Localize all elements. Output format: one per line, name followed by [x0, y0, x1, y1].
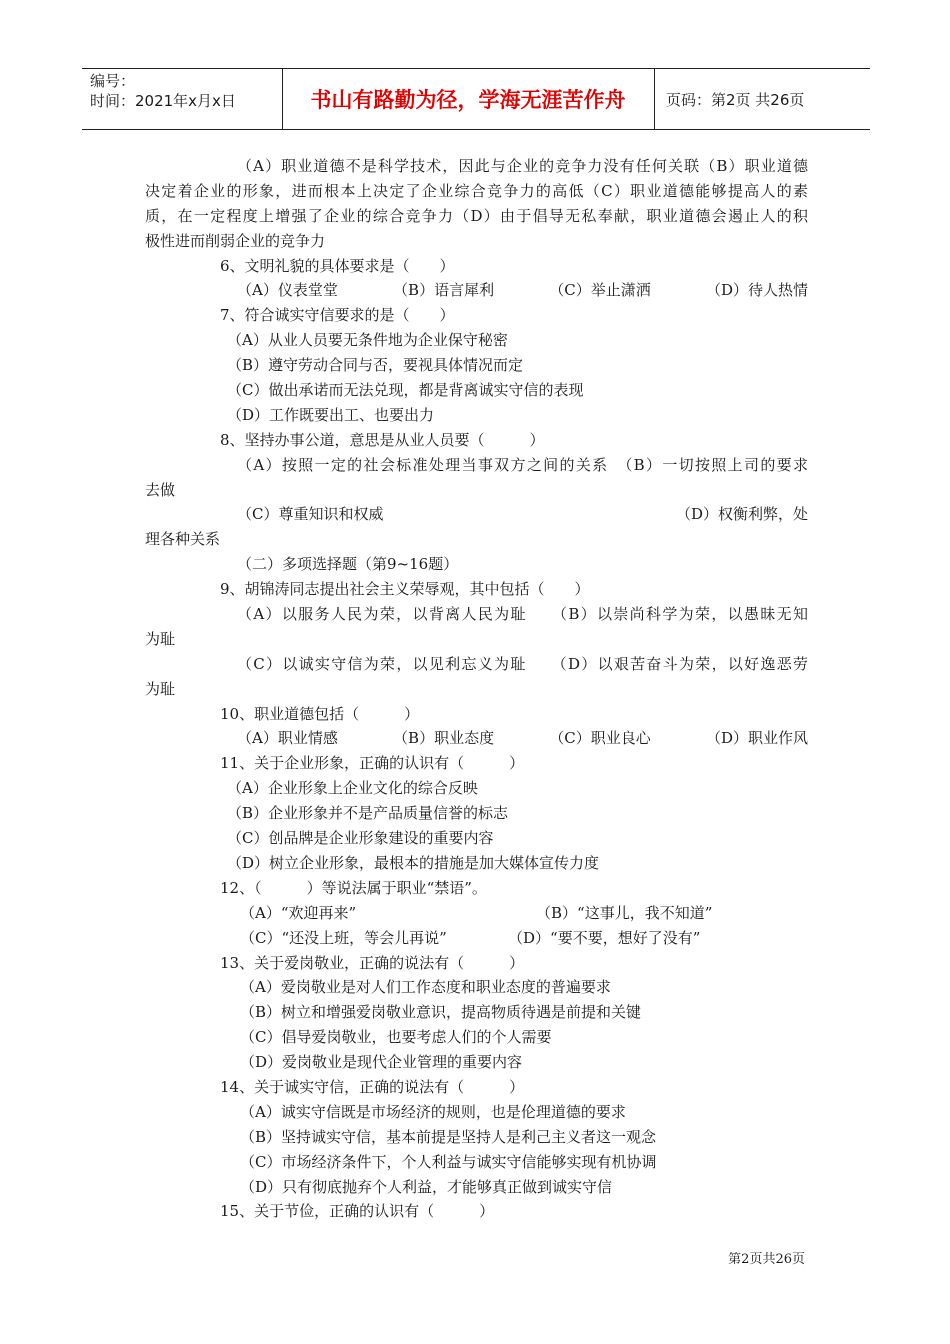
page-footer: 第2页共26页 — [728, 1252, 805, 1267]
q8-option-c: （C）尊重知识和权威 — [237, 505, 384, 524]
q12-option-d: （D）“要不要，想好了没有” — [508, 928, 701, 947]
number-label: 编号： — [90, 72, 136, 90]
q9-options-line: （C）以诚实守信为荣，以见利忘义为耻 （D）以艰苦奋斗为荣，以好逸恶劳 — [237, 654, 808, 673]
q14-option-b: （B）坚持诚实守信，基本前提是坚持人是利己主义者这一观念 — [240, 1127, 657, 1146]
header-meta — [90, 71, 280, 111]
q6-option-b: （B）语言犀利 — [393, 281, 495, 300]
date-line: 时间：2021年x月x日 — [90, 92, 236, 110]
header-motto: 书山有路勤为径，学海无涯苦作舟 — [310, 88, 626, 112]
q10-stem: 10、职业道德包括（ ） — [220, 704, 420, 723]
q6-stem: 6、文明礼貌的具体要求是（ ） — [220, 256, 455, 275]
q11-option-c: （C）创品牌是企业形象建设的重要内容 — [227, 829, 494, 848]
q8-stem: 8、坚持办事公道，意思是从业人员要（ ） — [220, 430, 545, 449]
document-body — [145, 154, 808, 1224]
q8-options-line: 理各种关系 — [145, 530, 221, 549]
header-divider — [654, 69, 655, 129]
q12-options-line — [145, 926, 808, 951]
q7-option-d: （D）工作既要出工、也要出力 — [227, 405, 435, 424]
q13-option-d: （D）爱岗敬业是现代企业管理的重要内容 — [240, 1053, 523, 1072]
q12-option-a: （A）“欢迎再来” — [240, 903, 357, 922]
q10-option-a: （A）职业情感 — [237, 729, 338, 748]
q6-options — [145, 278, 808, 303]
q13-option-c: （C）倡导爱岗敬业，也要考虑人们的个人需要 — [240, 1028, 552, 1047]
q6-option-d: （D）待人热情 — [705, 281, 808, 300]
q11-option-d: （D）树立企业形象，最根本的措施是加大媒体宣传力度 — [227, 853, 600, 872]
q8-options-line: 去做 — [145, 480, 176, 499]
q12-options-line — [145, 901, 808, 926]
q7-option-a: （A）从业人员要无条件地为企业保守秘密 — [227, 331, 508, 350]
q12-option-b: （B）“这事儿，我不知道” — [536, 903, 713, 922]
section-title: （二）多项选择题（第9~16题） — [237, 555, 459, 574]
q14-option-a: （A）诚实守信既是市场经济的规则，也是伦理道德的要求 — [240, 1102, 626, 1121]
q10-option-d: （D）职业作风 — [705, 729, 808, 748]
document-header — [82, 68, 870, 130]
q5-option-line: 质，在一定程度上增强了企业的综合竞争力（D）由于倡导无私奉献，职业道德会遏止人的积 — [145, 206, 808, 225]
q11-option-b: （B）企业形象并不是产品质量信誉的标志 — [227, 804, 509, 823]
q11-stem: 11、关于企业形象，正确的认识有（ ） — [220, 754, 525, 773]
q5-option-line: 极性进而削弱企业的竞争力 — [145, 231, 326, 250]
q8-options-line — [145, 502, 808, 527]
q9-stem: 9、胡锦涛同志提出社会主义荣辱观，其中包括（ ） — [220, 580, 590, 599]
q15-stem: 15、关于节俭，正确的认识有（ ） — [220, 1202, 495, 1221]
header-page-info: 页码：第2页 共26页 — [666, 90, 805, 109]
q8-option-d: （D）权衡利弊，处 — [675, 505, 808, 524]
q9-options-line: 为耻 — [145, 679, 176, 698]
q12-stem: 12、（ ）等说法属于职业“禁语”。 — [220, 878, 487, 897]
q14-option-c: （C）市场经济条件下，个人利益与诚实守信能够实现有机协调 — [240, 1152, 657, 1171]
q5-option-line: （A）职业道德不是科学技术，因此与企业的竞争力没有任何关联（B）职业道德 — [237, 157, 808, 175]
q13-option-b: （B）树立和增强爱岗敬业意识，提高物质待遇是前提和关键 — [240, 1003, 642, 1022]
q5-option-line: 决定着企业的形象，进而根本上决定了企业综合竞争力的高低（C）职业道德能够提高人的素 — [145, 181, 808, 200]
q10-options — [145, 726, 808, 751]
q6-option-a: （A）仪表堂堂 — [237, 281, 338, 300]
q13-option-a: （A）爱岗敬业是对人们工作态度和职业态度的普遍要求 — [240, 978, 611, 997]
q9-options-line: （A）以服务人民为荣，以背离人民为耻 （B）以崇尚科学为荣，以愚昧无知 — [237, 605, 808, 624]
q10-option-b: （B）职业态度 — [393, 729, 495, 748]
q11-option-a: （A）企业形象上企业文化的综合反映 — [227, 779, 478, 798]
q7-stem: 7、符合诚实守信要求的是（ ） — [220, 306, 455, 325]
q9-options-line: 为耻 — [145, 629, 176, 648]
q10-option-c: （C）职业良心 — [549, 729, 651, 748]
q14-stem: 14、关于诚实守信，正确的说法有（ ） — [220, 1077, 525, 1096]
q8-options-line: （A）按照一定的社会标准处理当事双方之间的关系 （B）一切按照上司的要求 — [237, 455, 808, 474]
q7-option-b: （B）遵守劳动合同与否，要视具体情况而定 — [227, 356, 524, 375]
q13-stem: 13、关于爱岗敬业，正确的说法有（ ） — [220, 953, 525, 972]
q6-option-c: （C）举止潇洒 — [549, 281, 651, 300]
q12-option-c: （C）“还没上班，等会儿再说” — [240, 928, 447, 947]
q7-option-c: （C）做出承诺而无法兑现，都是背离诚实守信的表现 — [227, 381, 584, 400]
q14-option-d: （D）只有彻底抛弃个人利益，才能够真正做到诚实守信 — [240, 1177, 613, 1196]
